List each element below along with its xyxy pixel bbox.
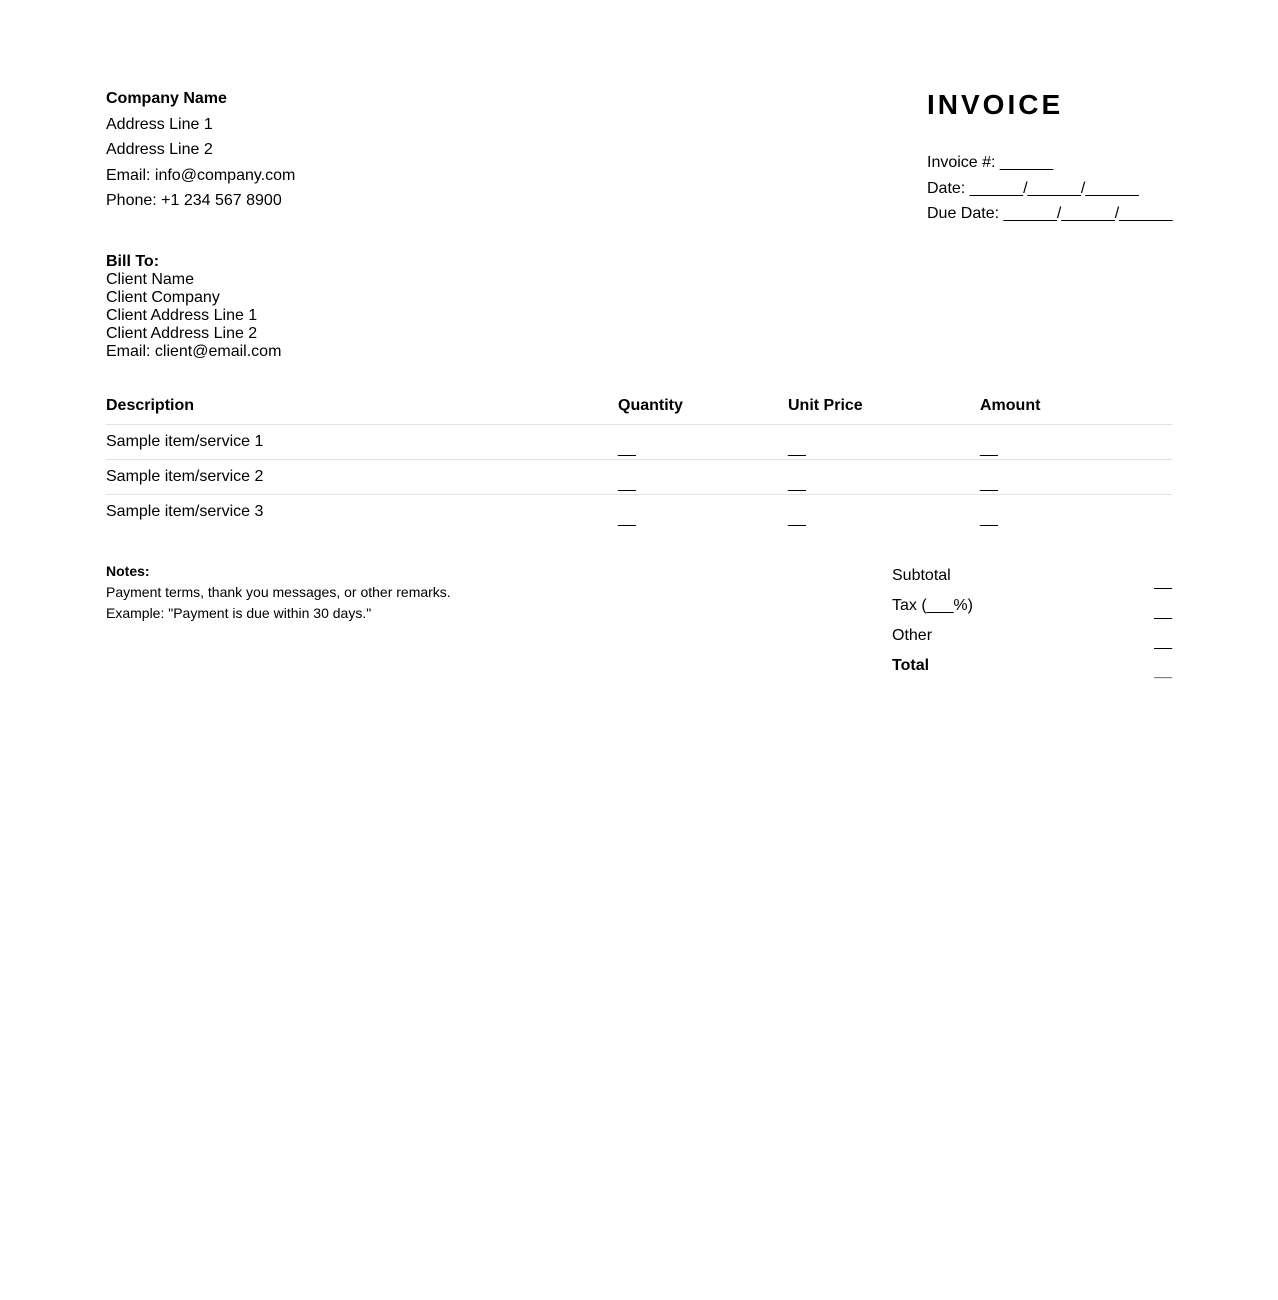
invoice-meta: [927, 150, 1177, 227]
company-address-line-2: Address Line 2: [106, 141, 213, 158]
item-amount: [980, 460, 1172, 495]
subtotal-value: __: [1154, 573, 1172, 590]
table-row: [106, 425, 1172, 460]
client-address-line-2: Client Address Line 2: [106, 325, 258, 342]
item-quantity-value: __: [618, 510, 636, 527]
item-description: Sample item/service 1: [106, 425, 618, 460]
bill-to-section: [106, 253, 281, 361]
total-label: Total: [892, 657, 930, 674]
company-name: Company Name: [106, 90, 227, 107]
item-amount-value: __: [980, 475, 998, 492]
item-quantity-value: __: [618, 440, 636, 457]
client-name: Client Name: [106, 271, 195, 288]
other-value: __: [1154, 633, 1172, 650]
company-address-line-1: Address Line 1: [106, 115, 213, 133]
table-row: [106, 460, 1172, 495]
item-unit-price-value: __: [788, 510, 806, 527]
notes-section: [106, 561, 451, 624]
invoice-header: [927, 86, 1177, 227]
total-value: __: [1154, 663, 1172, 680]
subtotal-label: Subtotal: [892, 567, 951, 584]
notes-label: Notes:: [106, 563, 150, 579]
item-unit-price: [788, 425, 980, 460]
client-email: Email: client@email.com: [106, 343, 282, 360]
header-amount: Amount: [980, 388, 1172, 425]
other-row: [892, 621, 1172, 651]
company-info: [106, 86, 295, 214]
items-table: [106, 388, 1172, 529]
totals-section: [892, 561, 1172, 681]
item-unit-price-value: __: [788, 440, 806, 457]
item-quantity: [618, 425, 788, 460]
item-description: Sample item/service 2: [106, 460, 618, 495]
item-amount: [980, 495, 1172, 530]
table-row: [106, 495, 1172, 530]
header-unit-price: Unit Price: [788, 388, 980, 425]
invoice-title: INVOICE: [927, 89, 1064, 120]
subtotal-row: [892, 561, 1172, 591]
invoice-number: Invoice #: ______: [927, 154, 1054, 171]
notes-line-2: Example: "Payment is due within 30 days.": [106, 605, 372, 621]
tax-value: __: [1154, 603, 1172, 620]
bill-to-label: Bill To:: [106, 253, 160, 270]
invoice-due-date: Due Date: ______/______/______: [927, 205, 1173, 222]
notes-line-1: Payment terms, thank you messages, or other remarks.: [106, 584, 451, 600]
item-unit-price: [788, 460, 980, 495]
item-quantity-value: __: [618, 475, 636, 492]
item-amount: [980, 425, 1172, 460]
company-email: Email: info@company.com: [106, 166, 296, 184]
item-amount-value: __: [980, 510, 998, 527]
other-label: Other: [892, 627, 933, 644]
item-amount-value: __: [980, 440, 998, 457]
tax-row: [892, 591, 1172, 621]
tax-label: Tax (___%): [892, 597, 973, 614]
total-row: [892, 651, 1172, 681]
client-company: Client Company: [106, 289, 220, 306]
item-quantity: [618, 460, 788, 495]
items-header-row: [106, 388, 1172, 425]
invoice-date: Date: ______/______/______: [927, 179, 1139, 197]
item-unit-price: [788, 495, 980, 530]
invoice-page: [106, 0, 1172, 1300]
header-description: Description: [106, 388, 618, 425]
item-quantity: [618, 495, 788, 530]
item-unit-price-value: __: [788, 475, 806, 492]
header-quantity: Quantity: [618, 388, 788, 425]
client-address-line-1: Client Address Line 1: [106, 307, 258, 324]
company-phone: Phone: +1 234 567 8900: [106, 192, 282, 209]
item-description: Sample item/service 3: [106, 503, 264, 520]
